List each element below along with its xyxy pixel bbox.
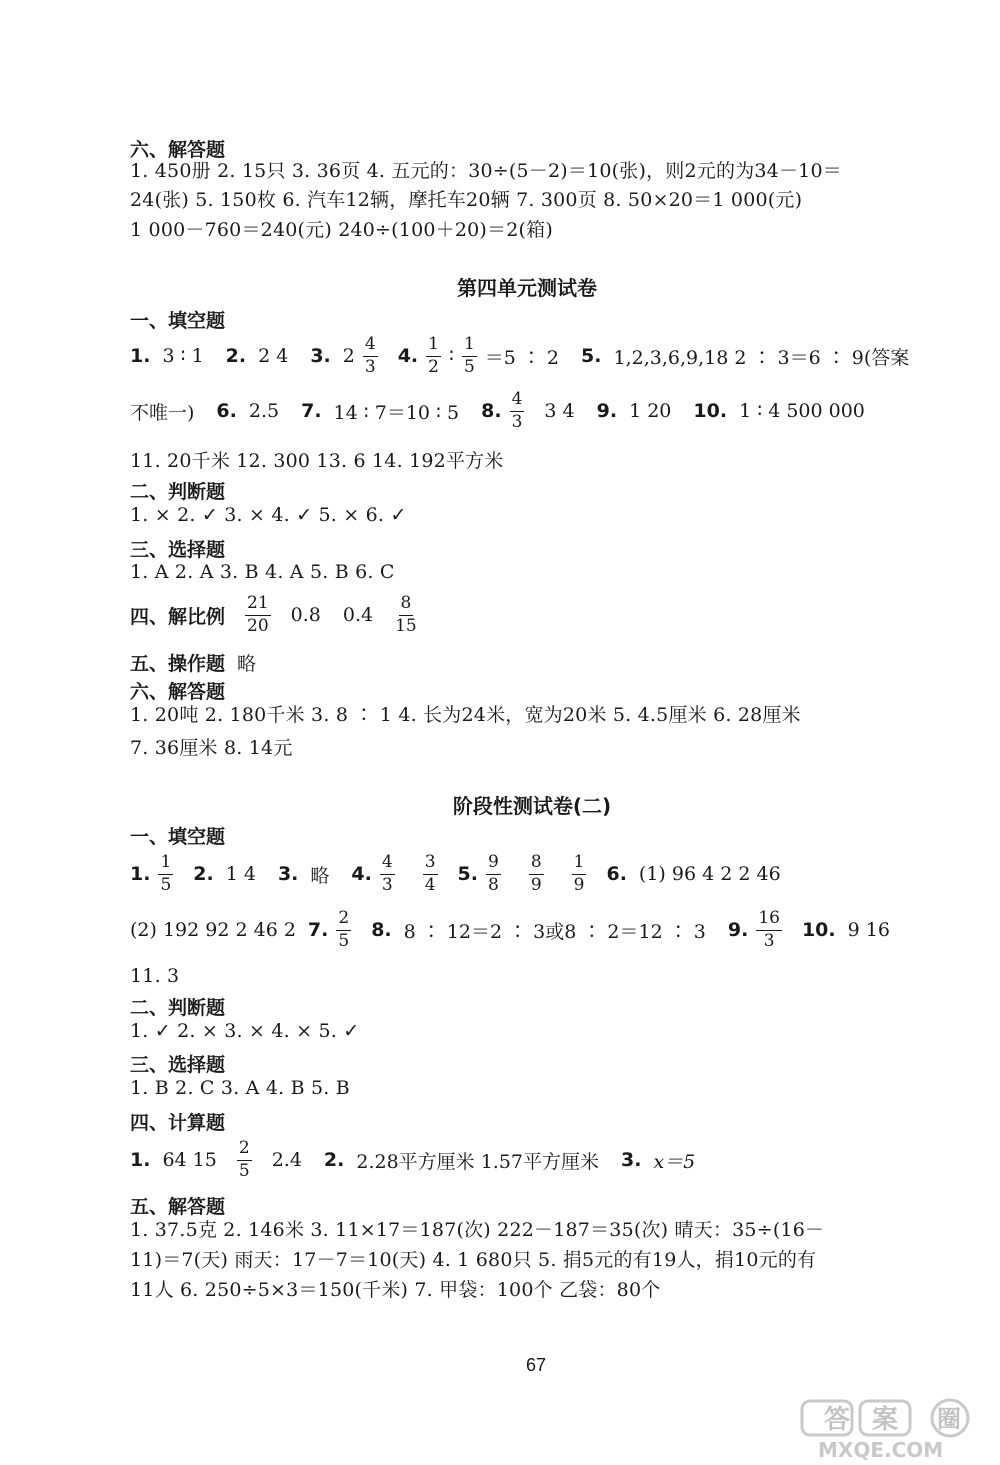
fraction: $\frac{4}{3}$ — [364, 333, 376, 377]
answer-value: 略 — [310, 864, 330, 887]
section-heading-fill: 一、填空题 — [130, 310, 226, 332]
watermark-url: MXQE.COM — [818, 1438, 944, 1461]
fraction: $\frac{4}{3}$ — [381, 851, 393, 895]
section-heading-judge: 二、判断题 — [130, 997, 226, 1019]
section-heading-fill: 一、填空题 — [130, 826, 226, 848]
fraction: $\frac{9}{8}$ — [487, 851, 499, 895]
answer-value: 8 ∶ 12＝2 ∶ 3或8 ∶ 2＝12 ∶ 3 — [403, 920, 706, 943]
fraction: $\frac{1}{5}$ — [463, 333, 475, 377]
fraction: $\frac{3}{4}$ — [424, 851, 436, 895]
section-heading-answers: 五、解答题 — [130, 1196, 226, 1218]
q-num: 10. — [801, 919, 836, 941]
q-num: 1. — [130, 863, 151, 885]
q-num: 1. — [130, 345, 151, 367]
answer-value: 3 ∶ 1 — [162, 345, 204, 367]
answer-line: 1. 450册 2. 15只 3. 36页 4. 五元的：30÷(5－2)＝10(张)，则2元的为34－10＝ — [130, 160, 842, 182]
answer-line: 11人 6. 250÷5×3＝150(千米) 7. 甲袋：100个 乙袋：80个 — [130, 1279, 661, 1301]
fraction: $\frac{1}{2}$ — [428, 333, 439, 377]
answer-line: 1. × 2. ✓ 3. × 4. ✓ 5. × 6. ✓ — [130, 504, 407, 526]
page-title-stage2: 阶段性测试卷(二) — [452, 794, 612, 818]
answer-value: 3 4 — [544, 400, 575, 422]
q-num: 8. — [371, 919, 392, 941]
answer-value: 1 20 — [629, 400, 672, 422]
answer-value: 2.28平方厘米 1.57平方厘米 — [356, 1150, 600, 1173]
answer-value: 1,2,3,6,9,18 2 ∶ 3＝6 ∶ 9(答案 — [613, 346, 910, 369]
answer-value: 9 16 — [847, 919, 890, 941]
fraction: $\frac{2}{5}$ — [238, 1137, 250, 1181]
fraction: $\frac{8}{15}$ — [395, 592, 417, 636]
q-num: 9. — [727, 919, 749, 941]
fraction: $\frac{2}{5}$ — [338, 907, 350, 951]
fill-row-2 — [130, 902, 890, 958]
answer-value: ＝5 ∶ 2 — [484, 346, 560, 369]
watermark-logo — [790, 1395, 990, 1461]
section-heading-answers: 六、解答题 — [130, 681, 226, 703]
q-num: 5. — [457, 863, 478, 885]
q-num: 8. — [481, 400, 502, 422]
fraction: $\frac{16}{3}$ — [758, 907, 780, 951]
answer-value: (1) 96 4 2 2 46 — [638, 863, 781, 885]
fill-row-1 — [130, 328, 909, 384]
q-num: 6. — [606, 863, 627, 885]
section-heading-operation: 五、操作题 略 — [130, 653, 257, 675]
fraction: $\frac{8}{9}$ — [530, 851, 542, 895]
q-num: 6. — [216, 400, 237, 422]
answer-line: 1. B 2. C 3. A 4. B 5. B — [130, 1077, 350, 1099]
q-num: 3. — [310, 345, 331, 367]
answer-value: x＝5 — [653, 1150, 696, 1173]
answer-value: 不唯一) — [130, 401, 195, 424]
fraction: $\frac{1}{5}$ — [160, 851, 172, 895]
fraction: $\frac{21}{20}$ — [247, 592, 269, 636]
watermark-char: 案 — [872, 1405, 899, 1435]
answer-line: 1. 20吨 2. 180千米 3. 8 ∶ 1 4. 长为24米，宽为20米 5. 4.5厘米 6. 28厘米 — [130, 704, 801, 726]
answer-value: 2 — [342, 345, 355, 367]
section-heading-choice: 三、选择题 — [130, 539, 226, 561]
q-num: 9. — [596, 400, 618, 422]
q-num: 5. — [581, 345, 602, 367]
answer-line: 1 000－760＝240(元) 240÷(100＋20)＝2(箱) — [130, 219, 553, 241]
answer-line: 1. A 2. A 3. B 4. A 5. B 6. C — [130, 561, 395, 583]
answer-value: 0.8 — [290, 604, 321, 626]
q-num: 3. — [277, 863, 299, 885]
watermark-logo-graphic — [790, 1395, 990, 1461]
fill-row-2 — [130, 383, 865, 439]
answer-value: 14 ∶ 7＝10 ∶ 5 — [333, 401, 460, 424]
fill-row-1 — [130, 846, 781, 902]
q-num: 10. — [693, 400, 728, 422]
watermark-char: 答 — [824, 1405, 851, 1435]
answer-line: 1. ✓ 2. × 3. × 4. × 5. ✓ — [130, 1020, 360, 1042]
answer-value: (2) 192 92 2 46 2 — [130, 919, 296, 941]
answer-value: 0.4 — [342, 604, 374, 626]
answer-line: 24(张) 5. 150枚 6. 汽车12辆，摩托车20辆 7. 300页 8. 50×20＝1 000(元) — [130, 189, 803, 211]
section-heading-calc: 四、计算题 — [130, 1112, 226, 1134]
watermark-char: 圈 — [937, 1405, 961, 1433]
ratio-colon: ∶ — [448, 345, 454, 367]
answer-value: 2.4 — [271, 1149, 302, 1171]
q-num: 2. — [225, 345, 247, 367]
answer-line: 11)＝7(天) 雨天：17－7＝10(天) 4. 1 680只 5. 捐5元的有19人，捐10元的有 — [130, 1249, 817, 1271]
page-number: 67 — [525, 1355, 547, 1375]
fraction: $\frac{4}{3}$ — [511, 388, 523, 432]
calc-row — [130, 1132, 695, 1188]
q-num: 7. — [301, 400, 322, 422]
answer-value: 2.5 — [248, 400, 280, 422]
answer-line: 11. 3 — [130, 965, 180, 987]
q-num: 2. — [323, 1149, 345, 1171]
section-heading-answers-prev: 六、解答题 — [130, 139, 226, 161]
answer-line: 7. 36厘米 8. 14元 — [130, 737, 293, 759]
section-heading-judge: 二、判断题 — [130, 481, 226, 503]
page-title-unit4: 第四单元测试卷 — [457, 276, 597, 300]
q-num: 3. — [621, 1149, 642, 1171]
answer-value: 1 4 — [225, 863, 256, 885]
answer-line: 11. 20千米 12. 300 13. 6 14. 192平方米 — [130, 450, 504, 472]
q-num: 7. — [307, 919, 329, 941]
answer-line: 1. 37.5克 2. 146米 3. 11×17＝187(次) 222－187＝35(次) 晴天：35÷(16－ — [130, 1219, 825, 1241]
section-heading-choice: 三、选择题 — [130, 1054, 226, 1076]
q-num: 1. — [130, 1149, 151, 1171]
answer-value: 2 4 — [258, 345, 289, 367]
section-heading-ratio: 四、解比例 — [130, 605, 226, 628]
ratio-row — [130, 587, 427, 643]
answer-value: 1 ∶ 4 500 000 — [739, 400, 865, 422]
q-num: 4. — [351, 863, 372, 885]
answer-value: 64 15 — [162, 1149, 217, 1171]
q-num: 4. — [397, 345, 419, 367]
q-num: 2. — [193, 863, 214, 885]
fraction: $\frac{1}{9}$ — [573, 851, 585, 895]
